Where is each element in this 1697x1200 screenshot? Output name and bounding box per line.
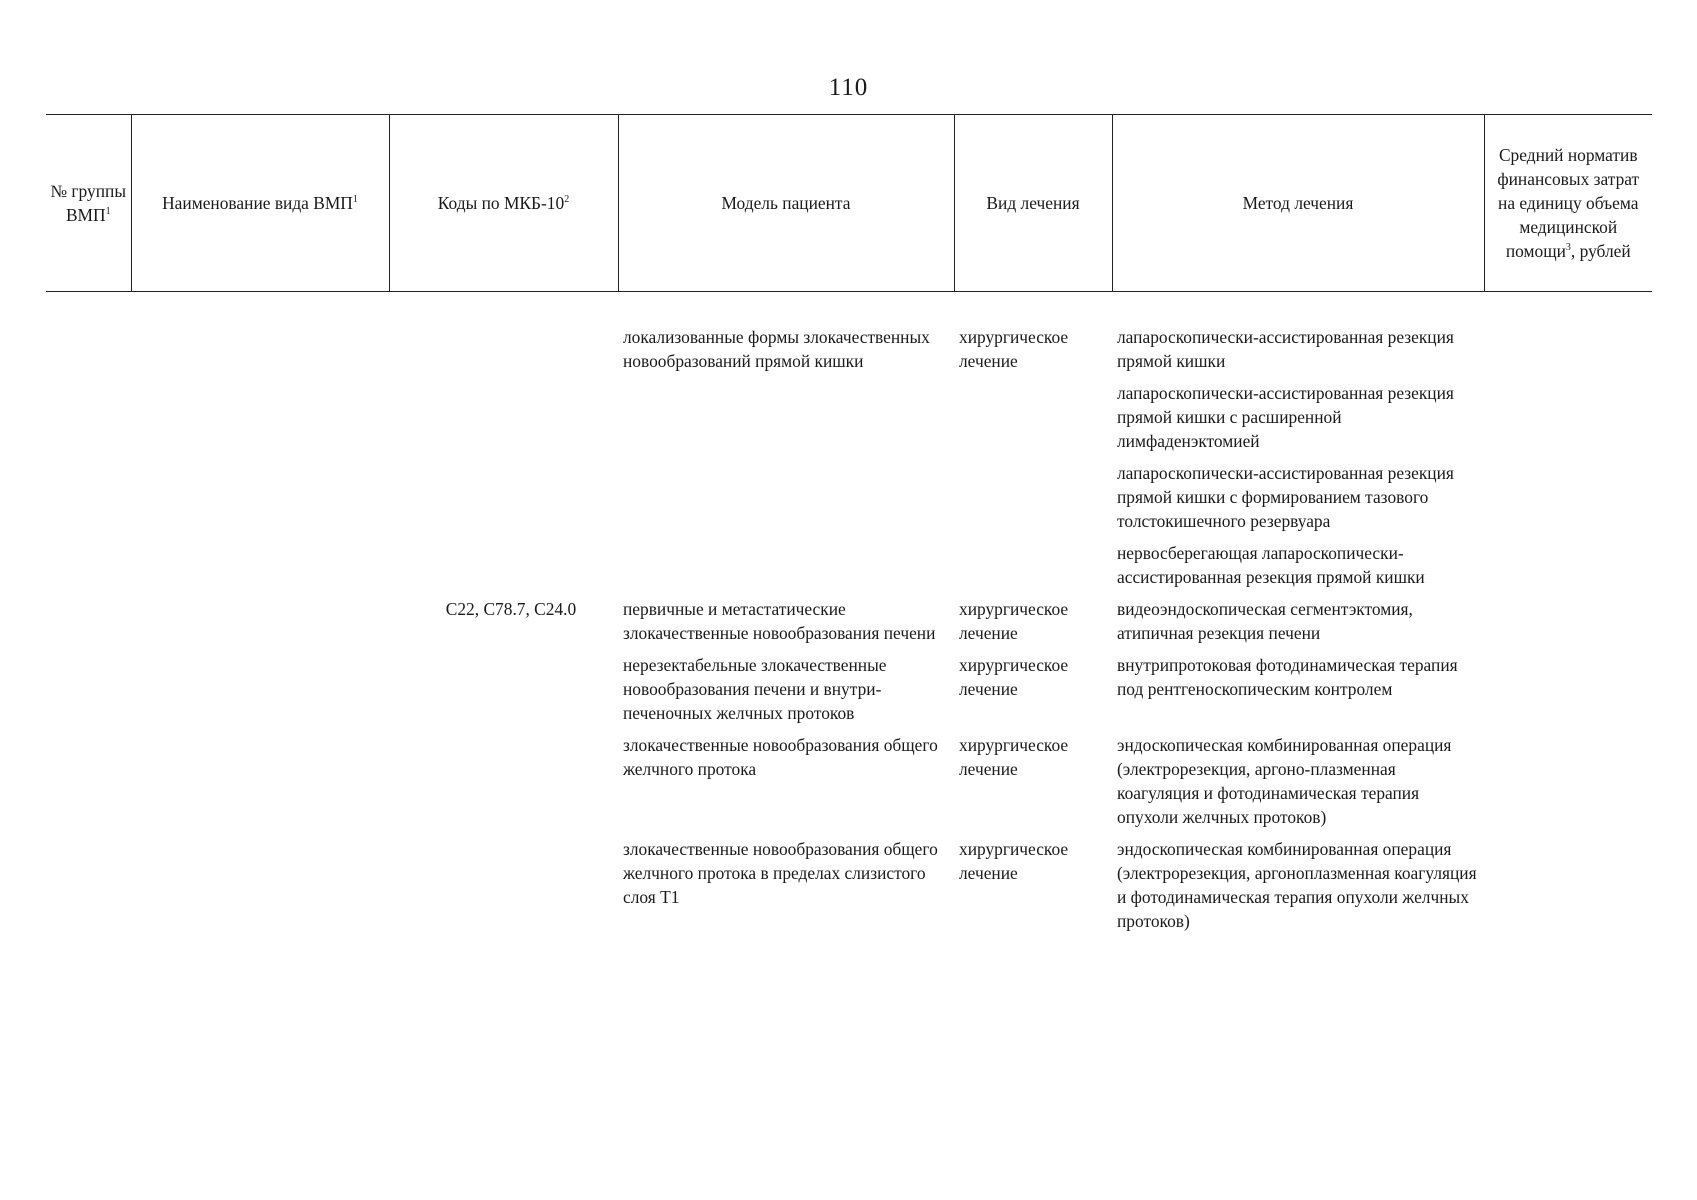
method-item: эндоскопическая комбинированная операция (электрорезекция, аргоноплазменная коагуляция и фотодинамическая терапия опухоли желчных протоков) [1117,839,1477,931]
method-item: эндоскопическая комбинированная операция (электрорезекция, аргоно-плазменная коагуляция и фотодинамическая терапия опухоли желчных протоков) [1117,735,1452,827]
header-vmp-name: Наименование вида ВМП$^1$ [131,115,389,292]
method-item: лапароскопически-ассистированная резекция прямой кишки с расширенной лимфаденэктомией [1117,383,1454,451]
cell-treatment-type: хирургическое лечение [959,735,1069,779]
table-row [46,837,1652,941]
table-body [46,292,1652,942]
cell-patient-model: злокачественные новообразования общего желчного протока в пределах слизистого слоя T1 [623,839,938,907]
cell-treatment-type: хирургическое лечение [959,655,1069,699]
cell-icd-codes: C22, C78.7, C24.0 [445,599,577,619]
cell-group-no [46,653,131,733]
cell-group-no [46,597,131,653]
cell-patient-model: злокачественные новообразования общего желчного протока [623,735,938,779]
method-item: лапароскопически-ассистированная резекция прямой кишки с формированием тазового толстокишечного резервуара [1117,463,1454,531]
method-item: видеоэндоскопическая сегментэктомия, атипичная резекция печени [1117,599,1413,643]
cell-treatment-method [1112,653,1484,733]
cell-avg-cost [1484,837,1652,941]
method-item: внутрипротоковая фотодинамическая терапия под рентгеноскопическим контролем [1117,655,1458,699]
cell-vmp-name [131,325,389,597]
cell-icd-codes [389,837,618,941]
page-number: 110 [828,74,869,101]
cell-vmp-name [131,733,389,837]
cell-group-no [46,837,131,941]
header-treatment-type: Вид лечения [954,115,1112,292]
cell-icd-codes [389,325,618,597]
cell-treatment-method [1112,733,1484,837]
header-treatment-method: Метод лечения [1112,115,1484,292]
cell-treatment-type: хирургическое лечение [959,327,1069,371]
cell-treatment-method [1112,837,1484,941]
cell-treatment-type: хирургическое лечение [959,599,1069,643]
cell-avg-cost [1484,733,1652,837]
cell-icd-codes [389,733,618,837]
cell-vmp-name [131,653,389,733]
cell-avg-cost [1484,325,1652,597]
cell-treatment-method [1112,597,1484,653]
table-row [46,653,1652,733]
cell-patient-model: локализованные формы злокачественных новообразований прямой кишки [623,327,930,371]
cell-patient-model: первичные и метастатические злокачественные новообразования печени [623,599,936,643]
cell-patient-model: нерезектабельные злокачественные новообразования печени и внутри-печеночных желчных протоков [623,655,887,723]
cell-vmp-name [131,837,389,941]
header-avg-cost: Средний норматив финансовых затрат на единицу объема медицинской помощи$^3$, рублей [1484,115,1652,292]
header-patient-model: Модель пациента [618,115,954,292]
cell-vmp-name [131,597,389,653]
header-group-no: № группы ВМП$^1$ [46,115,131,292]
cell-avg-cost [1484,597,1652,653]
table-header [46,115,1652,292]
cell-icd-codes [389,653,618,733]
cell-group-no [46,733,131,837]
cell-avg-cost [1484,653,1652,733]
cell-treatment-method [1112,325,1484,597]
header-icd-codes: Коды по МКБ-$10^2$ [389,115,618,292]
method-item: лапароскопически-ассистированная резекция прямой кишки [1117,327,1454,371]
table-row [46,597,1652,653]
table-row [46,325,1652,597]
method-item: нервосберегающая лапароскопически-ассистированная резекция прямой кишки [1117,543,1425,587]
cell-group-no [46,325,131,597]
cell-treatment-type: хирургическое лечение [959,839,1069,883]
vmp-table [46,114,1652,941]
table-row [46,733,1652,837]
